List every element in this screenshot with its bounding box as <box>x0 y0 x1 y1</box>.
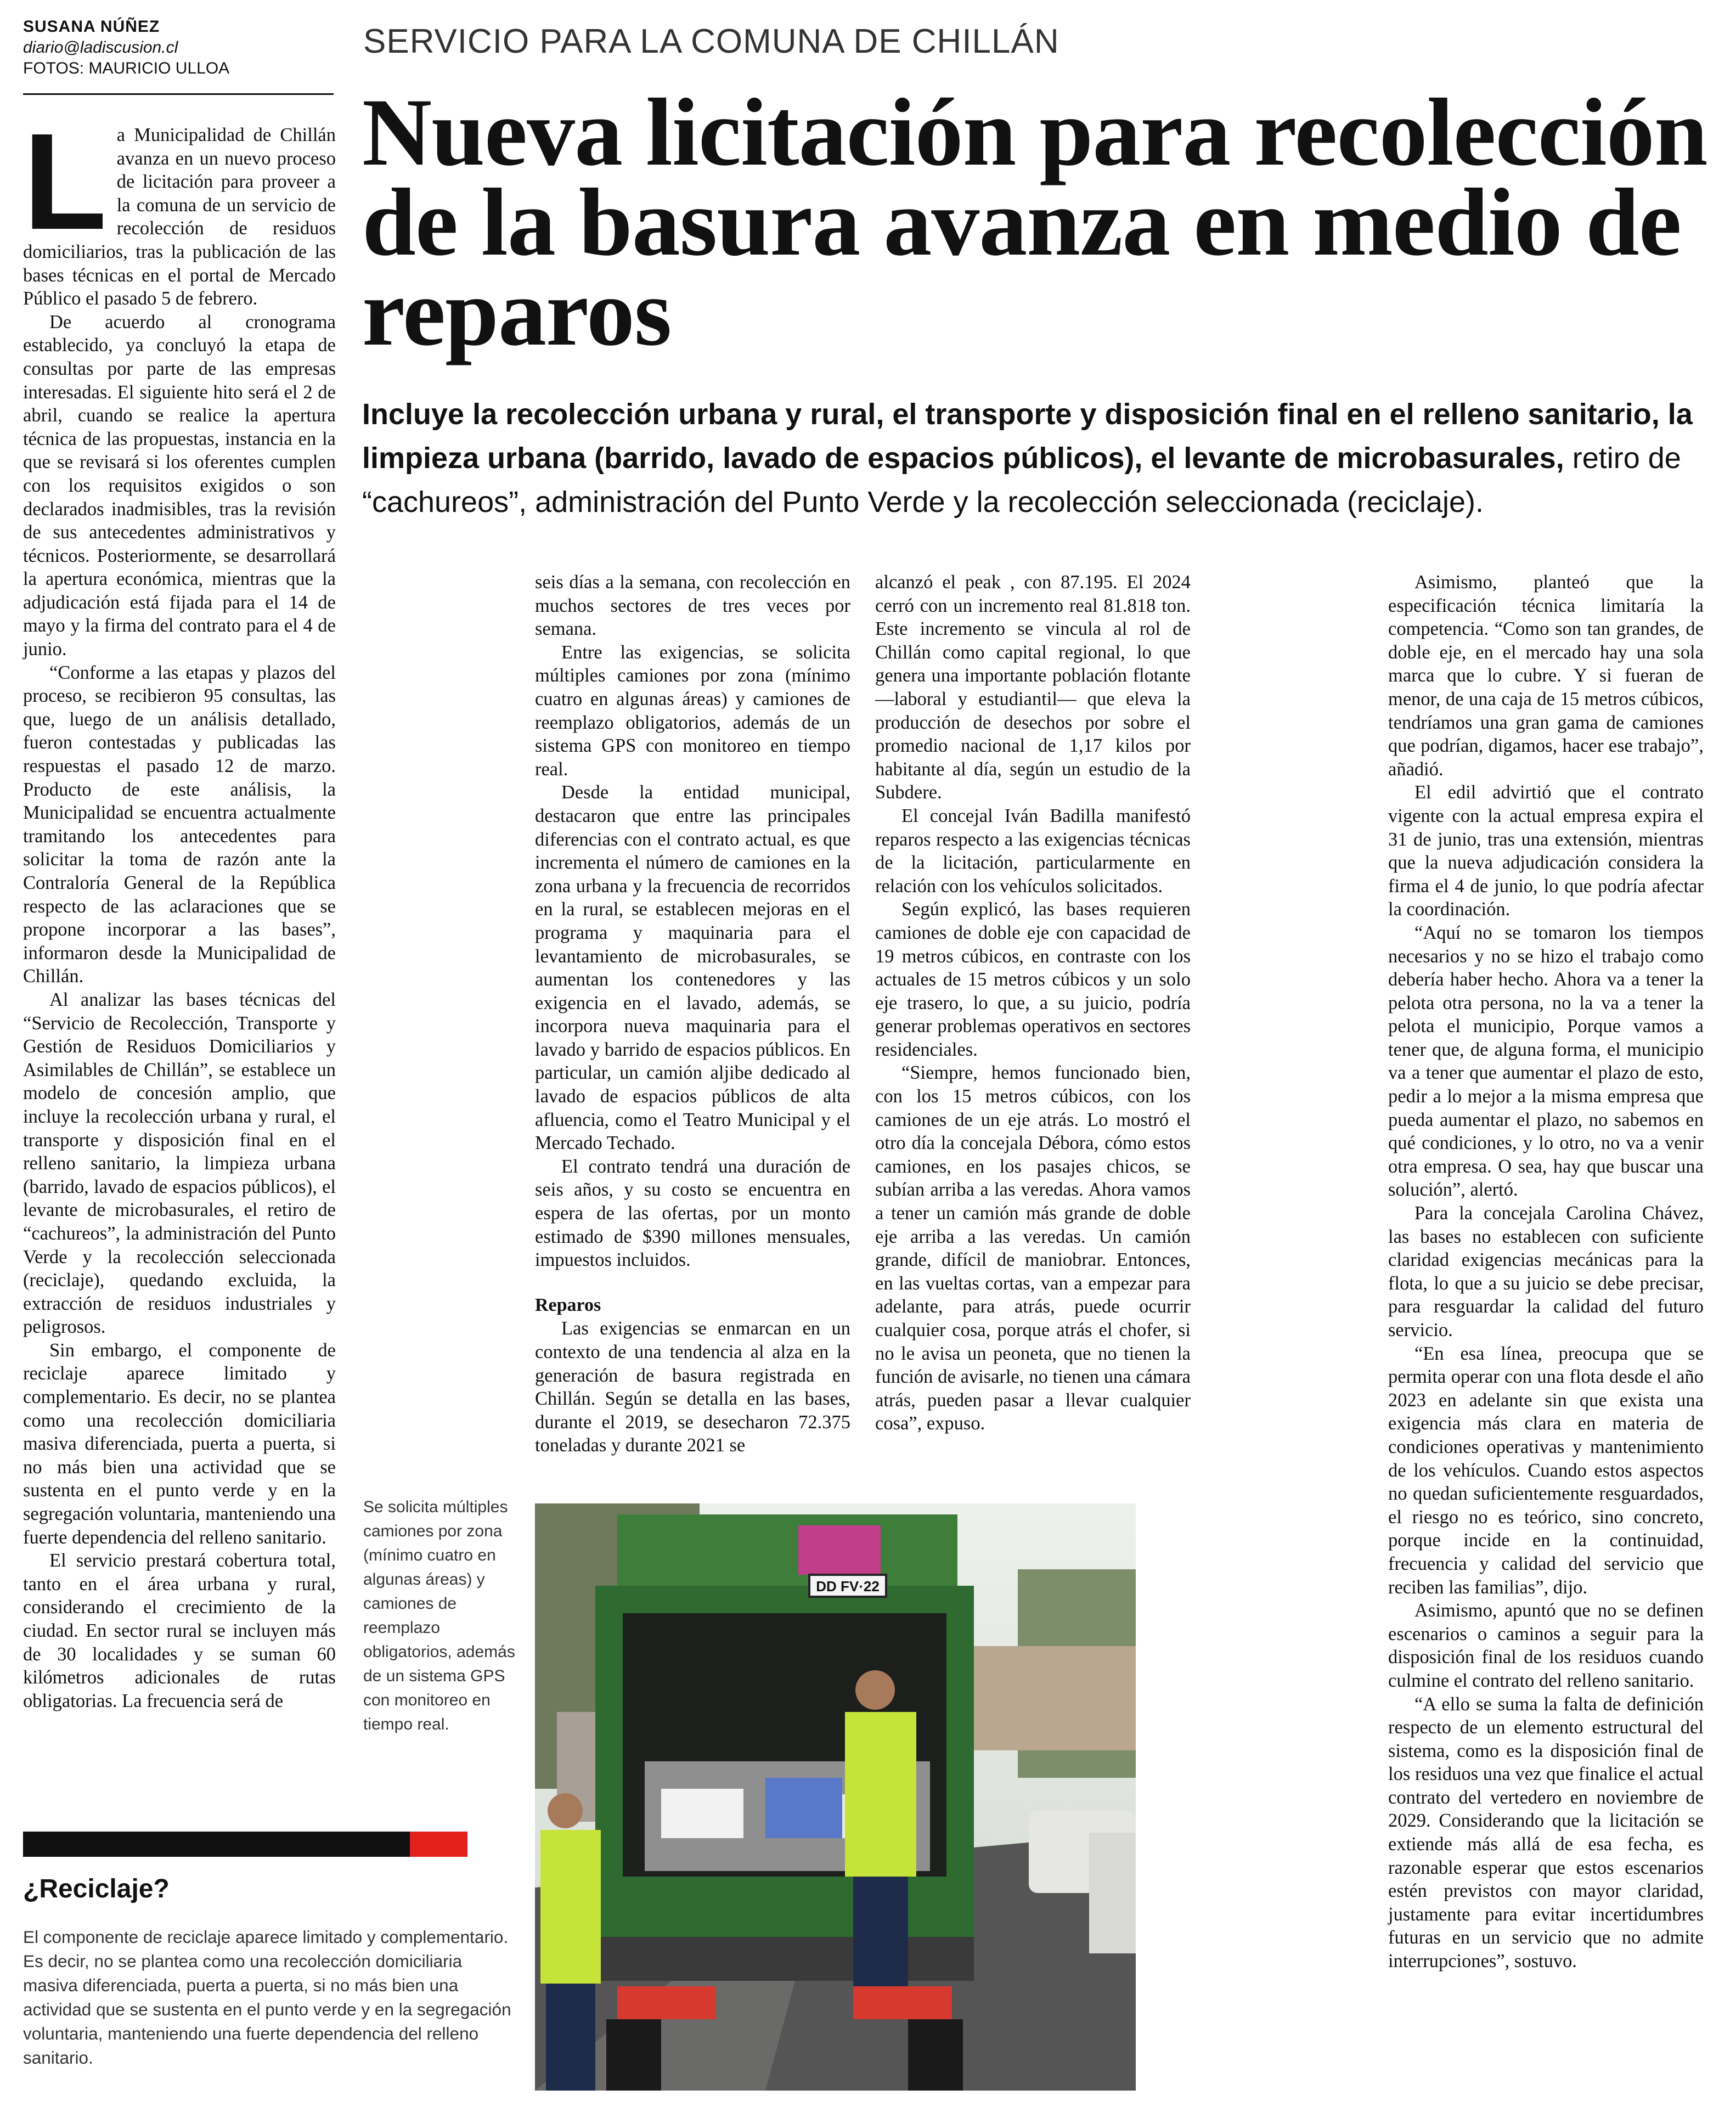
wheel-left <box>606 2019 661 2091</box>
license-plate-text: DD FV·22 <box>816 1578 880 1595</box>
paragraph: “A ello se suma la falta de definición respecto de un elemento estructural del sistema, como es la disposición final de los residuos una vez que finalice el actual contrato del vertedero en noviembre de 2029. Considerando que la licitación se extiende más allá de esa fecha, es razonable esperar que estos escenarios estén previstos con mayor claridad, justamente para evitar incertidumbres futuras en un servicio que no admite interrupciones”, sostuvo. <box>1388 1693 1704 1972</box>
author-name: SUSANA NÚÑEZ <box>23 18 160 36</box>
drop-cap: L <box>23 105 107 258</box>
worker-head <box>855 1670 895 1710</box>
paragraph: Las exigencias se enmarcan en un contexto de una tendencia al alza en la generación de basura registrada en Chillán. Según se detalla en las bases, durante el 2019, se desecharon 72.375 toneladas y durante 2021 se <box>535 1318 850 1456</box>
worker-vest <box>540 1830 601 1984</box>
article-photo <box>535 1503 1136 2091</box>
kicker: SERVICIO PARA LA COMUNA DE CHILLÁN <box>363 22 1059 60</box>
paragraph: De acuerdo al cronograma establecido, ya concluyó la etapa de consultas por parte de las empresas interesadas. El siguiente hito será el 2 de abril, cuando se realice la apertura técnica de las propuestas, instancia en la que se revisará si los oferentes cumplen con los requisitos exigidos o son declarados inadmisibles, tras la revisión de sus antecedentes administrativos y técnicos. Posteriormente, se desarrollará la apertura económica, mientras que la adjudicación está fijada para el 14 de mayo y la firma del contrato para el 4 de junio. <box>23 311 336 660</box>
paragraph: El edil advirtió que el contrato vigente con la actual empresa expira el 31 de junio, tras una extensión, mientras que la nueva adjudicación considera la firma el 4 de junio, lo que podría afectar la coordinación. <box>1388 782 1704 920</box>
worker-pants <box>853 1877 908 1986</box>
subhead <box>362 392 1717 524</box>
paragraph: Asimismo, planteó que la especificación técnica limitaría la competencia. “Como son tan grandes, de doble eje, en el mercado hay una sola marca que lo cubre. Y si fueran de menor, de una caja de 15 metros cúbicos, tendríamos una gran gama de camiones que podrían, digamos, hacer ese trabajo”, añadió. <box>1388 572 1704 780</box>
paragraph: Asimismo, apuntó que no se definen escenarios o caminos a seguir para la disposición final de los residuos cuando culmine el contrato del relleno sanitario. <box>1388 1600 1704 1691</box>
byline-rule <box>23 93 334 95</box>
paragraph: El servicio prestará cobertura total, tanto en el área urbana y rural, considerando el crecimiento de la ciudad. En sector rural se incluyen más de 30 localidades y se suman 60 kilómetros adicionales de rutas obligatorias. La frecuencia será de <box>23 1550 336 1711</box>
paragraph: Al analizar las bases técnicas del “Servicio de Recolección, Transporte y Gestión de Residuos Domiciliarios y Asimilables de Chillán”, se establece un modelo de concesión amplio, que incluye la recolección urbana y rural, el transporte y disposición final en el relleno sanitario, la limpieza urbana (barrido, lavado de espacios públicos), el levante de microbasurales, el retiro de “cachureos”, la administración del Punto Verde y la recolección seleccionada (reciclaje), quedando excluida, la extracción de residuos industriales y peligrosos. <box>23 989 336 1338</box>
waste-bag <box>765 1778 842 1838</box>
paragraph: “Conforme a las etapas y plazos del proceso, se recibieron 95 consultas, las que, luego de un análisis detallado, fueron contestadas y publicadas las respuestas el pasado 12 de marzo. Producto de este análisis, la Municipalidad se encuentra actualmente tramitando los antecedentes para solicitar la toma de razón ante la Contraloría General de la República respecto de las aclaraciones que se propone incorporar a las bases”, informaron desde la Municipalidad de Chillán. <box>23 662 336 987</box>
author-email[interactable]: diario@ladiscusion.cl <box>23 38 178 57</box>
box-bar <box>23 1832 467 1857</box>
tail-light-right <box>853 1986 952 2019</box>
paragraph: El concejal Iván Badilla manifestó reparos respecto a las exigencias técnicas de la licitación, particularmente en relación con los vehículos solicitados. <box>875 805 1191 897</box>
truck-roof <box>617 1514 957 1591</box>
paragraph: seis días a la semana, con recolección en muchos sectores de tres veces por semana. <box>535 572 850 640</box>
worker-vest <box>845 1712 916 1877</box>
byline <box>23 16 336 79</box>
headline: Nueva licitación para recolección de la basura avanza en medio de reparos <box>362 79 1707 366</box>
paragraph: “Siempre, hemos funcionado bien, con los 15 metros cúbicos, con los camiones de un eje atrás. Lo mostró el otro día la concejala Débora, cómo estos camiones, en los pasajes chicos, se subían arriba a las veredas. Ahora vamos a tener un camión más grande de doble eje arriba a las veredas. Un camión grande, difícil de maniobrar. Entonces, en las vueltas cortas, van a empezar para adelante, para atrás, puede ocurrir cualquier cosa, porque atrás el chofer, si no le avisa un peoneta, que no tienen la función de avisarle, no tienen una cámara atrás, pueden pasar a llevar cualquier cosa”, expuso. <box>875 1062 1191 1434</box>
article-column-4 <box>1388 571 1704 1973</box>
paragraph: alcanzó el peak , con 87.195. El 2024 cerró con un incremento real 81.818 ton. Este incremento se vincula al rol de Chillán como capital regional, lo que genera una importante población flotante —laboral y estudiantil— que eleva la producción de desechos por sobre el promedio nacional de 1,17 kilos por habitante al día, según un estudio de la Subdere. <box>875 572 1191 803</box>
truck-bumper <box>595 1937 974 1981</box>
tail-light-left <box>617 1986 716 2019</box>
paragraph: Según explicó, las bases requieren camiones de doble eje con capacidad de 19 metros cúbicos, en contraste con los actuales de 15 metros cúbicos y un solo eje trasero, lo que, a su juicio, podría generar problemas operativos en sectores residenciales. <box>875 899 1191 1060</box>
paragraph: “Aquí no se tomaron los tiempos necesarios y no se hizo el trabajo como debería haber hecho. Ahora va a tener la pelota otra persona, no la va a tener la pelota el municipio, Porque vamos a tener que, de alguna forma, el municipio va a tener que aumentar el plazo de esto, pedir a lo mejor a la misma empresa que pueda aumentar el plazo, no sabemos en qué condiciones, y lo otro, no va a venir otra empresa. O sea, hay que buscar una solución”, alertó. <box>1388 922 1704 1201</box>
subhead-bold: Incluye la recolección urbana y rural, el transporte y disposición final en el relleno sanitario, la limpieza urbana (barrido, lavado de espacios públicos), el levante de microbasurales, <box>362 398 1693 475</box>
box-text: El componente de reciclaje aparece limitado y complementario. Es decir, no se plantea como una recolección domiciliaria masiva diferenciada, puerta a puerta, si no más bien una actividad que se sustenta en el punto verde y en la segregación voluntaria, manteniendo una fuerte dependencia del relleno sanitario. <box>23 1927 511 2068</box>
box-title: ¿Reciclaje? <box>23 1874 170 1903</box>
paragraph: Para la concejala Carolina Chávez, las bases no establecen con suficiente claridad exigencias mecánicas para la flota, lo que a su juicio se debe precisar, para resguardar la calidad del futuro servicio. <box>1388 1203 1704 1340</box>
photo-caption: Se solicita múltiples camiones por zona (mínimo cuatro en algunas áreas) y camiones de reemplazo obligatorios, además de un sistema GPS con monitoreo en tiempo real. <box>363 1498 515 1733</box>
bin-on-roof <box>798 1525 881 1575</box>
paragraph: Sin embargo, el componente de reciclaje aparece limitado y complementario. Es decir, no se plantea como una recolección domiciliaria masiva diferenciada, puerta a puerta, si no más bien una actividad que se sustenta en el punto verde y en la segregación voluntaria, manteniendo una fuerte dependencia del relleno sanitario. <box>23 1339 336 1548</box>
paragraph: Desde la entidad municipal, destacaron que entre las principales diferencias con el contrato actual, es que incrementa el número de camiones en la zona urbana y la frecuencia de recorridos en la rural, se establecen mejoras en el programa y maquinaria para el levantamiento de microbasurales, se aumentan los contenedores y las exigencia en el lavado, además, se incorpora nueva maquinaria para el lavado y barrido de espacios públicos. En particular, un camión aljibe dedicado al lavado de espacios públicos de alta afluencia, como el Teatro Municipal y el Mercado Techado. <box>535 782 850 1154</box>
box-bar-accent <box>410 1832 467 1857</box>
paragraph: “En esa línea, preocupa que se permita operar con una flota desde el año 2023 en adelante sin que exista una exigencia más clara en materia de condiciones operativas y mantenimiento de los vehículos. Cuando estos aspectos no quedan suficientemente resguardados, el riesgo no es teórico, sino concreto, porque incide en la continuidad, frecuencia y calidad del servicio que reciben las familias”, dijo. <box>1388 1343 1704 1598</box>
paragraph-text: a Municipalidad de Chillán avanza en un nuevo proceso de licitación para proveer a la comuna de un servicio de recolección de residuos domiciliarios, tras la publicación de las bases técnicas en el portal de Mercado Público el pasado 5 de febrero. <box>23 125 336 309</box>
waste-bag <box>661 1789 743 1838</box>
article-column-2 <box>535 571 850 1457</box>
paragraph: El contrato tendrá una duración de seis años, y su costo se encuentra en espera de las ofertas, por un monto estimado de $390 millones mensuales, impuestos incluidos. <box>535 1156 850 1271</box>
worker-pants <box>546 1984 595 2091</box>
photo-credit: FOTOS: MAURICIO ULLOA <box>23 59 230 77</box>
subhead-regular: retiro de “cachureos”, administración del Punto Verde y la recolección seleccionada (reciclaje). <box>362 442 1681 519</box>
wheel-right <box>908 2019 963 2091</box>
article-column-3 <box>875 571 1191 1435</box>
pickup-truck <box>1089 1833 1136 1953</box>
worker-head <box>548 1793 583 1828</box>
section-subhead: Reparos <box>535 1294 601 1315</box>
paragraph: Entre las exigencias, se solicita múltiples camiones por zona (mínimo cuatro en algunas áreas) y camiones de reemplazo obligatorios, además de un sistema GPS con monitoreo en tiempo real. <box>535 641 850 780</box>
garbage-truck-photo <box>535 1503 1136 2091</box>
house-right <box>952 1646 1136 1750</box>
lead-paragraph <box>23 105 336 311</box>
article-column-1 <box>23 105 336 1713</box>
